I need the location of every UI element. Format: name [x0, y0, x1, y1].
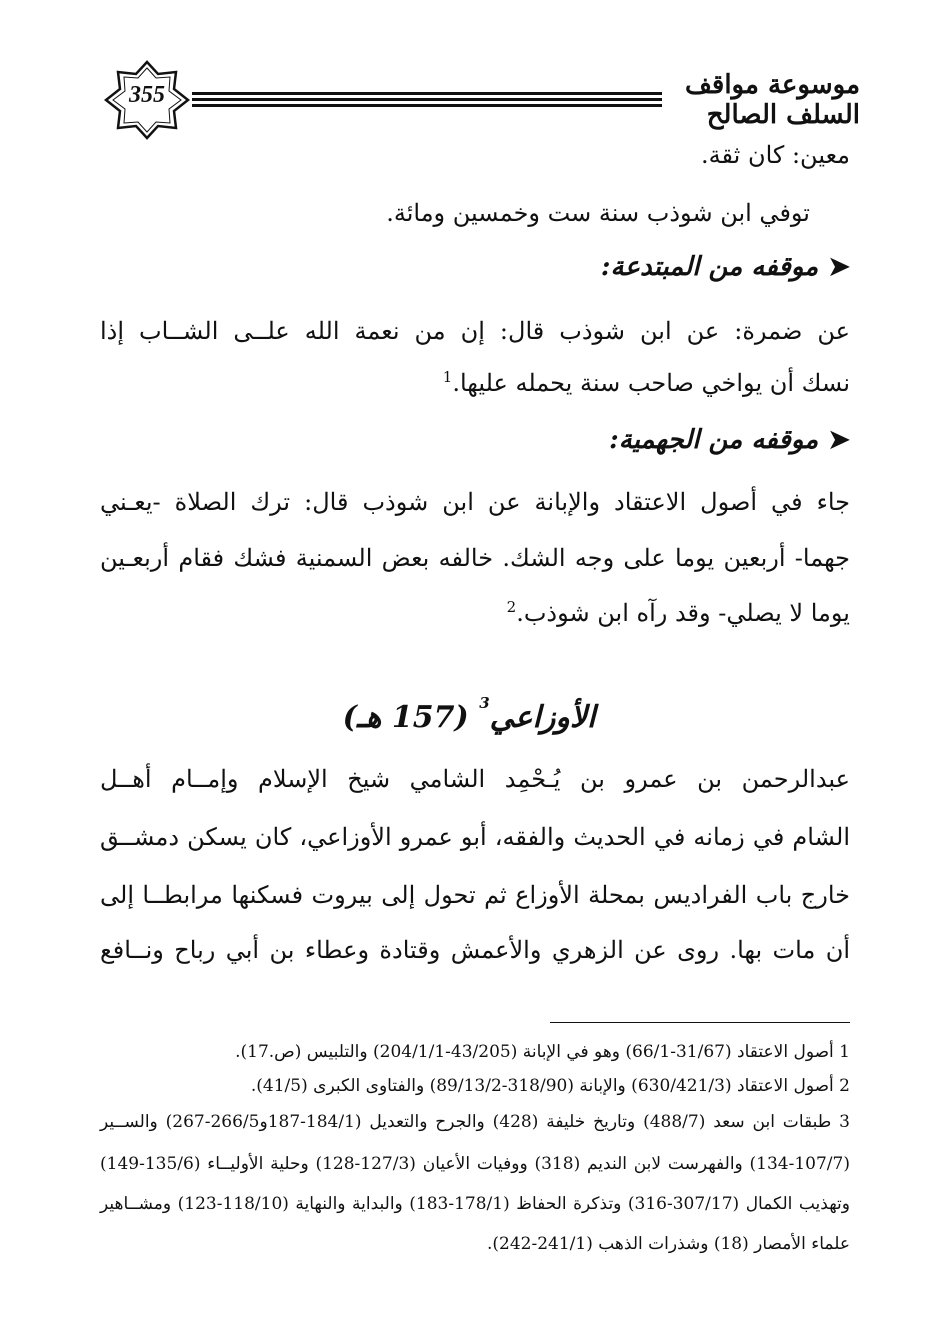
- text-line: معين: كان ثقة.: [701, 141, 850, 169]
- text-line: توفي ابن شوذب سنة ست وخمسين ومائة.: [386, 199, 810, 227]
- paragraph: [100, 368, 850, 398]
- footnote: 2 أصول الاعتقاد (630/421/3) والإبانة (318/90-89/13/2) والفتاوى الكبرى (41/5).: [250, 1076, 850, 1096]
- body-line: [60, 198, 810, 228]
- text-line: نسك أن يواخي صاحب سنة يحمله عليها.$^1$: [442, 368, 850, 397]
- footnote: 3 طبقات ابن سعد (488/7) وتاريخ خليفة (428) والجرح والتعديل (184/1-187و266/5-267) والســير: [100, 1112, 850, 1132]
- text-line: يوما لا يصلي- وقد رآه ابن شوذب.$^2$: [506, 598, 850, 627]
- footnote: علماء الأمصار (18) وشذرات الذهب (241/1-242).: [486, 1234, 850, 1254]
- text-line: خارج باب الفراديس بمحلة الأوزاع ثم تحول إلى بيروت فسكنها مرابطــا إلى: [100, 881, 850, 909]
- text-line: أن مات بها. روى عن الزهري والأعمش وقتادة وعطاء بن أبي رباح ونــافع: [100, 936, 850, 964]
- footnote-ref: 2: [506, 598, 517, 616]
- page-number-badge: [104, 60, 190, 140]
- arrowhead-icon: ➤: [828, 425, 850, 455]
- paragraph: [100, 316, 850, 346]
- arrowhead-icon: ➤: [828, 252, 850, 282]
- subheading: ➤موقفه من الجهمية:: [609, 425, 850, 455]
- paragraph: [100, 543, 850, 573]
- paragraph: [100, 487, 850, 517]
- page-header: [100, 60, 860, 140]
- text-line: عبدالرحمن بن عمرو بن يُـحْمِد الشامي شيخ الإسلام وإمــام أهــل: [100, 765, 850, 793]
- text-line: جاء في أصول الاعتقاد والإبانة عن ابن شوذب قال: ترك الصلاة -يعـني: [100, 488, 851, 516]
- footnote-ref: 1: [442, 368, 453, 386]
- footnote-ref: 3: [479, 694, 490, 712]
- subheading-block: [100, 425, 850, 455]
- paragraph: [100, 598, 850, 628]
- page-number: 355: [129, 82, 165, 108]
- subheading: ➤موقفه من المبتدعة:: [600, 252, 850, 282]
- text-line: عن ضمرة: عن ابن شوذب قال: إن من نعمة الله علــى الشــاب إذا: [100, 317, 850, 345]
- book-title: موسوعة مواقف السلف الصالح: [684, 70, 860, 130]
- paragraph: [100, 764, 850, 794]
- header-rule: [192, 98, 662, 101]
- header-rule: [192, 92, 662, 95]
- section-title: الأوزاعي$^3$ (157 هـ): [342, 694, 596, 735]
- footnote: وتهذيب الكمال (307/17-316) وتذكرة الحفاظ (178/1-183) والبداية والنهاية (118/10-123) ومشــاهير: [100, 1194, 850, 1214]
- footnote-separator: [550, 1022, 850, 1023]
- body-line: [100, 140, 850, 170]
- footnote: (134-107/7) والفهرست لابن النديم (318) ووفيات الأعيان (127/3-128) وحلية الأوليــاء (135/6-149): [100, 1154, 850, 1174]
- header-rule: [192, 104, 662, 107]
- paragraph: [100, 935, 850, 965]
- text-line: الشام في زمانه في الحديث والفقه، أبو عمرو الأوزاعي، كان يسكن دمشــق: [100, 823, 850, 851]
- footnote: 1 أصول الاعتقاد (31/67-66/1) وهو في الإبانة (43/205-204/1/1) والتلبيس (ص.17).: [235, 1042, 850, 1062]
- text-line: جهما- أربعين يوما على وجه الشك. خالفه بعض السمنية فشك فقام أربعـين: [100, 544, 850, 572]
- paragraph: [100, 880, 850, 910]
- paragraph: [100, 822, 850, 852]
- subheading-block: [100, 252, 850, 282]
